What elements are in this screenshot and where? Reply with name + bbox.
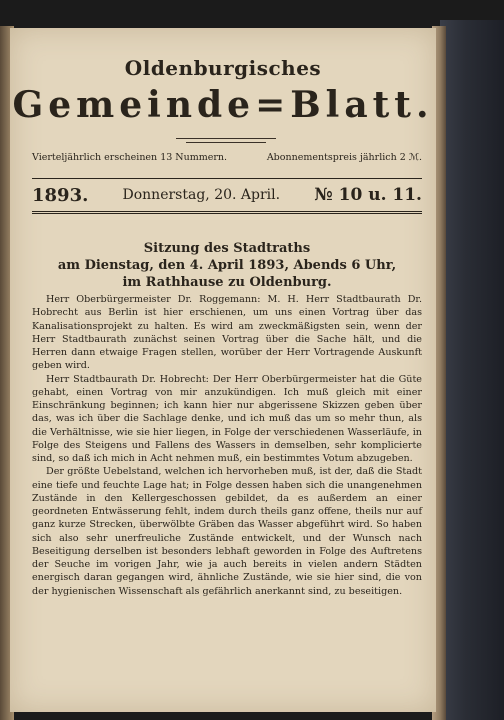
issue-year: 1893. [32,184,89,206]
paragraph-3: Der größte Uebelstand, welchen ich hervorheben muß, ist der, daß die Stadt eine tiefe und feuchte Lage hat; in Folge dessen haben sich die unangenehmen Zustände in den Kellergeschossen gebildet, da es außerdem an einer geordneten Entwässerung fehlt, indem durch theils ganz offene, theils nur auf ganz kurze Strecken, überwölbte Gräben das Wasser abgeführt wird. So haben sich also sehr unerfreuliche Zustände entwickelt, und der Wunsch nach Beseitigung derselben ist besonders lebhaft geworden in Folge des Auftretens der Seuche im vorigen Jahr, wie ja auch bereits in vielen andern Städten energisch daran gegangen wird, ähnliche Zustände, wie sie hier sind, die von der hygienischen Wissenschaft als gefährlich anerkannt sind, zu beseitigen. [32,466,422,597]
dateline [32,178,422,214]
paragraph-1: Herr Oberbürgermeister Dr. Roggemann: M. H. Herr Stadtbaurath Dr. Hobrecht aus Berlin ist hier erschienen, um uns einen Vortrag über das Kanalisationsprojekt zu halten. Es wird am zweckmäßigsten sein, wenn der Herr Stadtbaurath zunächst seinen Vortrag über die Sache hält, und die Herren dann etwaige Fragen stellen, worüber der Herr Vortragende Auskunft geben wird. [32,294,422,372]
headline-line-2: am Dienstag, den 4. April 1893, Abends 6 Uhr, [57,258,397,273]
masthead-subtitle: Oldenburgisches [124,56,322,80]
headline-line-3: im Rathhause zu Oldenburg. [122,275,332,290]
article-headline [32,240,422,291]
masthead-rule-top [176,138,276,139]
paragraph-2: Herr Stadtbaurath Dr. Hobrecht: Der Herr Oberbürgermeister hat die Güte gehabt, einen Vortrag von mir anzukündigen. Ich muß gleich mit einer Einschränkung beginnen; ich kann hier nur abgerissene Skizzen geben über das, was ich über die Sachlage denke, und ich muß das um so mehr thun, als die Verhältnisse, wie sie hier liegen, in Folge der verschiedenen Wasserläufe, in Folge des Steigens und Fallens des Wassers in demselben, sehr komplicierte sind, so daß ich mich in Acht nehmen muß, ein bestimmtes Votum abzugeben. [32,373,422,464]
newspaper-page [10,28,436,712]
subscription-frequency: Vierteljährlich erscheinen 13 Nummern. [32,152,228,163]
masthead-rule-bottom [186,142,266,143]
article-body [32,293,422,598]
book-spine [440,20,504,720]
subscription-price: Abonnementspreis jährlich 2 ℳ. [266,152,422,163]
masthead-title: Gemeinde=Blatt. [12,84,434,126]
headline-line-1: Sitzung des Stadtraths [143,241,311,256]
subscription-line [32,152,422,163]
issue-number: № 10 u. 11. [314,185,422,205]
issue-date: Donnerstag, 20. April. [122,187,281,203]
